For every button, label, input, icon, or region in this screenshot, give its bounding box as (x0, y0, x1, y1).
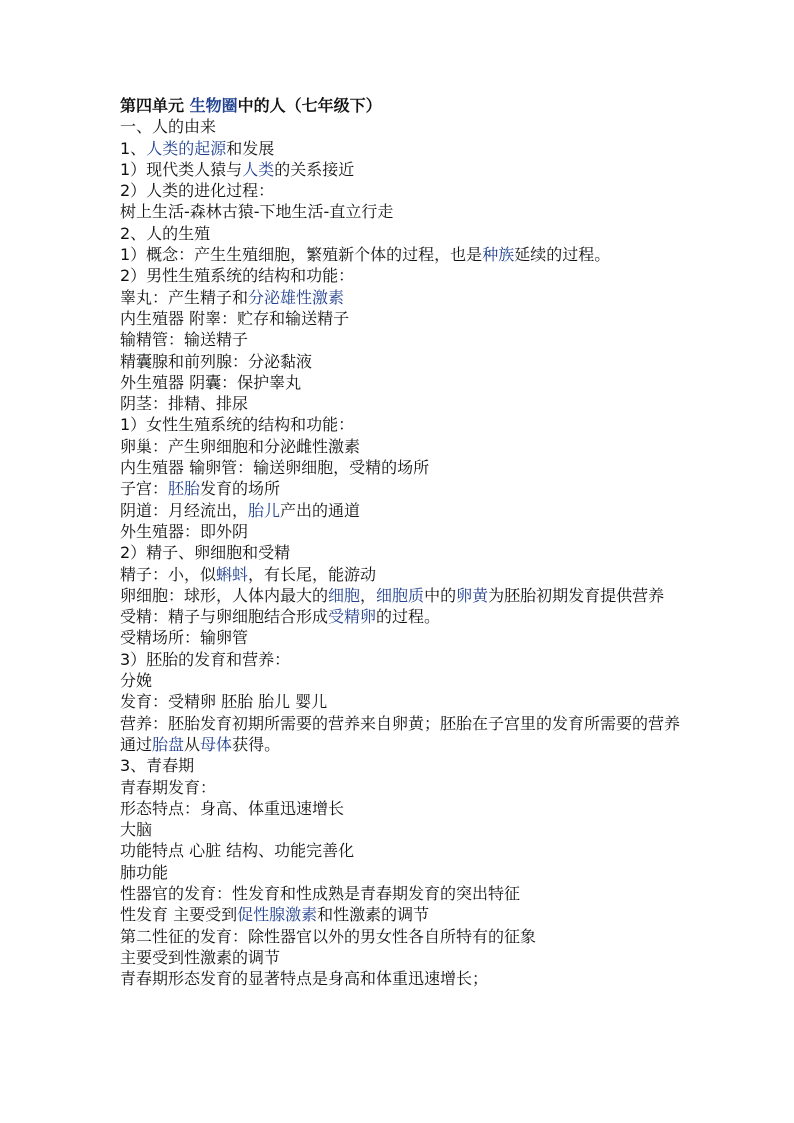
line-vas-deferens (120, 329, 690, 350)
text-segment: 外生殖器：即外阴 (120, 521, 249, 541)
line-delivery (120, 670, 690, 691)
text-segment: 发育的场所 (200, 479, 281, 499)
line-egg (120, 585, 690, 606)
text-segment: 2、人的生殖 (120, 223, 211, 243)
text-segment: 产出的通道 (280, 500, 361, 520)
text-segment: 功能特点 心脏 结构、功能完善化 (120, 841, 355, 861)
item-1-2-2 (120, 265, 690, 286)
keyword-link[interactable]: 细胞质 (376, 585, 425, 605)
text-segment: 受精场所：输卵管 (120, 628, 249, 648)
line-fertilization-site (120, 627, 690, 648)
line-vagina (120, 500, 690, 521)
line-evolution (120, 201, 690, 222)
subsection-1-3 (120, 755, 690, 776)
text-segment: 内生殖器 输卵管：输送卵细胞，受精的场所 (120, 458, 430, 478)
keyword-link[interactable]: 胎盘 (152, 734, 185, 754)
text-segment: 1）概念：产生生殖细胞，繁殖新个体的过程，也是 (120, 245, 483, 265)
keyword-link[interactable]: 蝌蚪 (216, 564, 249, 584)
keyword-link[interactable]: 细胞 (328, 585, 361, 605)
text-segment: 卵巢：产生卵细胞和分泌雌性激素 (120, 436, 361, 456)
line-ovary (120, 436, 690, 457)
text-segment: ，有长尾，能游动 (248, 564, 377, 584)
document-title (120, 95, 690, 116)
text-segment: 性器官的发育：性发育和性成熟是青春期发育的突出特征 (120, 883, 521, 903)
item-female (120, 414, 690, 435)
text-segment: 肺功能 (120, 862, 169, 882)
line-summary (120, 968, 690, 989)
text-segment: 精囊腺和前列腺：分泌黏液 (120, 351, 313, 371)
text-segment: 1）女性生殖系统的结构和功能： (120, 415, 355, 435)
text-segment: 阴道：月经流出， (120, 500, 249, 520)
title-link-biosphere[interactable]: 生物圈 (189, 96, 238, 115)
text-segment: 和性激素的调节 (317, 905, 430, 925)
text-segment: 从 (184, 734, 201, 754)
item-1-1-1 (120, 159, 690, 180)
text-segment: 树上生活-森林古猿-下地生活-直立行走 (120, 202, 394, 222)
title-suffix: 中的人（七年级下） (237, 96, 382, 115)
line-secondary (120, 926, 690, 947)
document-body (120, 95, 690, 989)
line-testis (120, 287, 690, 308)
text-segment: 输精管：输送精子 (120, 330, 249, 350)
text-segment: 睾丸：产生精子和 (120, 287, 249, 307)
text-segment: 的过程。 (376, 607, 441, 627)
line-penis (120, 393, 690, 414)
line-sperm (120, 564, 690, 585)
text-segment: 外生殖器 阴囊：保护睾丸 (120, 372, 302, 392)
item-embryo (120, 649, 690, 670)
text-segment: 子宫： (120, 479, 169, 499)
text-segment: 3、青春期 (120, 756, 195, 776)
keyword-link[interactable]: 人类 (242, 159, 275, 179)
text-segment: 青春期形态发育的显著特点是身高和体重迅速增长； (120, 969, 489, 989)
keyword-link[interactable]: 分泌雄性激素 (248, 287, 345, 307)
text-segment: 的关系接近 (274, 159, 355, 179)
line-lung (120, 862, 690, 883)
line-brain (120, 819, 690, 840)
text-segment: ， (360, 585, 377, 605)
line-seminal (120, 351, 690, 372)
keyword-link[interactable]: 胚胎 (168, 479, 201, 499)
text-segment: 精子：小，似 (120, 564, 217, 584)
keyword-link[interactable]: 胎儿 (248, 500, 281, 520)
text-segment: 青春期发育： (120, 777, 217, 797)
text-segment: 阴茎：排精、排尿 (120, 394, 249, 414)
line-vulva (120, 521, 690, 542)
text-segment: 2）精子、卵细胞和受精 (120, 543, 291, 563)
line-epididymis (120, 308, 690, 329)
text-segment: 第二性征的发育：除性器官以外的男女性各自所特有的征象 (120, 926, 537, 946)
text-segment: 大脑 (120, 820, 153, 840)
line-scrotum (120, 372, 690, 393)
line-sex-dev (120, 904, 690, 925)
text-segment: 卵细胞：球形，人体内最大的 (120, 585, 329, 605)
line-development (120, 691, 690, 712)
text-segment: 和发展 (226, 138, 275, 158)
text-segment: 性发育 主要受到 (120, 905, 238, 925)
line-fertilization (120, 606, 690, 627)
line-nutrition (120, 713, 690, 756)
keyword-link[interactable]: 母体 (200, 734, 233, 754)
text-segment: 分娩 (120, 671, 153, 691)
text-segment: 形态特点：身高、体重迅速增长 (120, 798, 345, 818)
line-uterus (120, 478, 690, 499)
keyword-link[interactable]: 受精卵 (328, 607, 377, 627)
text-segment: 3）胚胎的发育和营养： (120, 649, 291, 669)
text-segment: 一、人的由来 (120, 117, 217, 137)
line-oviduct (120, 457, 690, 478)
subsection-1-1 (120, 138, 690, 159)
line-function (120, 840, 690, 861)
item-1-1-2 (120, 180, 690, 201)
text-segment: 营养：胚胎发育初期所需要的营养来自卵黄；胚胎在子宫里的发育所需要的营养通过 (120, 713, 681, 754)
keyword-link[interactable]: 人类的起源 (146, 138, 227, 158)
text-segment: 受精：精子与卵细胞结合形成 (120, 607, 329, 627)
item-fertilization (120, 542, 690, 563)
text-segment: 延续的过程。 (514, 245, 611, 265)
text-segment: 中的 (424, 585, 457, 605)
keyword-link[interactable]: 促性腺激素 (237, 905, 318, 925)
title-prefix: 第四单元 (120, 96, 190, 115)
text-segment: 主要受到性激素的调节 (120, 947, 281, 967)
text-segment: 2）人类的进化过程： (120, 181, 275, 201)
line-sex-organ (120, 883, 690, 904)
text-segment: 1、 (120, 138, 147, 158)
text-segment: 为胚胎初期发育提供营养 (488, 585, 665, 605)
keyword-link[interactable]: 种族 (482, 245, 515, 265)
line-hormone (120, 947, 690, 968)
text-segment: 获得。 (232, 734, 281, 754)
item-1-2-1 (120, 244, 690, 265)
section-1-heading (120, 116, 690, 137)
subsection-1-2 (120, 223, 690, 244)
keyword-link[interactable]: 卵黄 (456, 585, 489, 605)
line-puberty-dev (120, 777, 690, 798)
text-segment: 发育：受精卵 胚胎 胎儿 婴儿 (120, 692, 328, 712)
text-segment: 1）现代类人猿与 (120, 159, 243, 179)
line-morphology (120, 798, 690, 819)
text-segment: 2）男性生殖系统的结构和功能： (120, 266, 355, 286)
text-segment: 内生殖器 附睾：贮存和输送精子 (120, 308, 350, 328)
